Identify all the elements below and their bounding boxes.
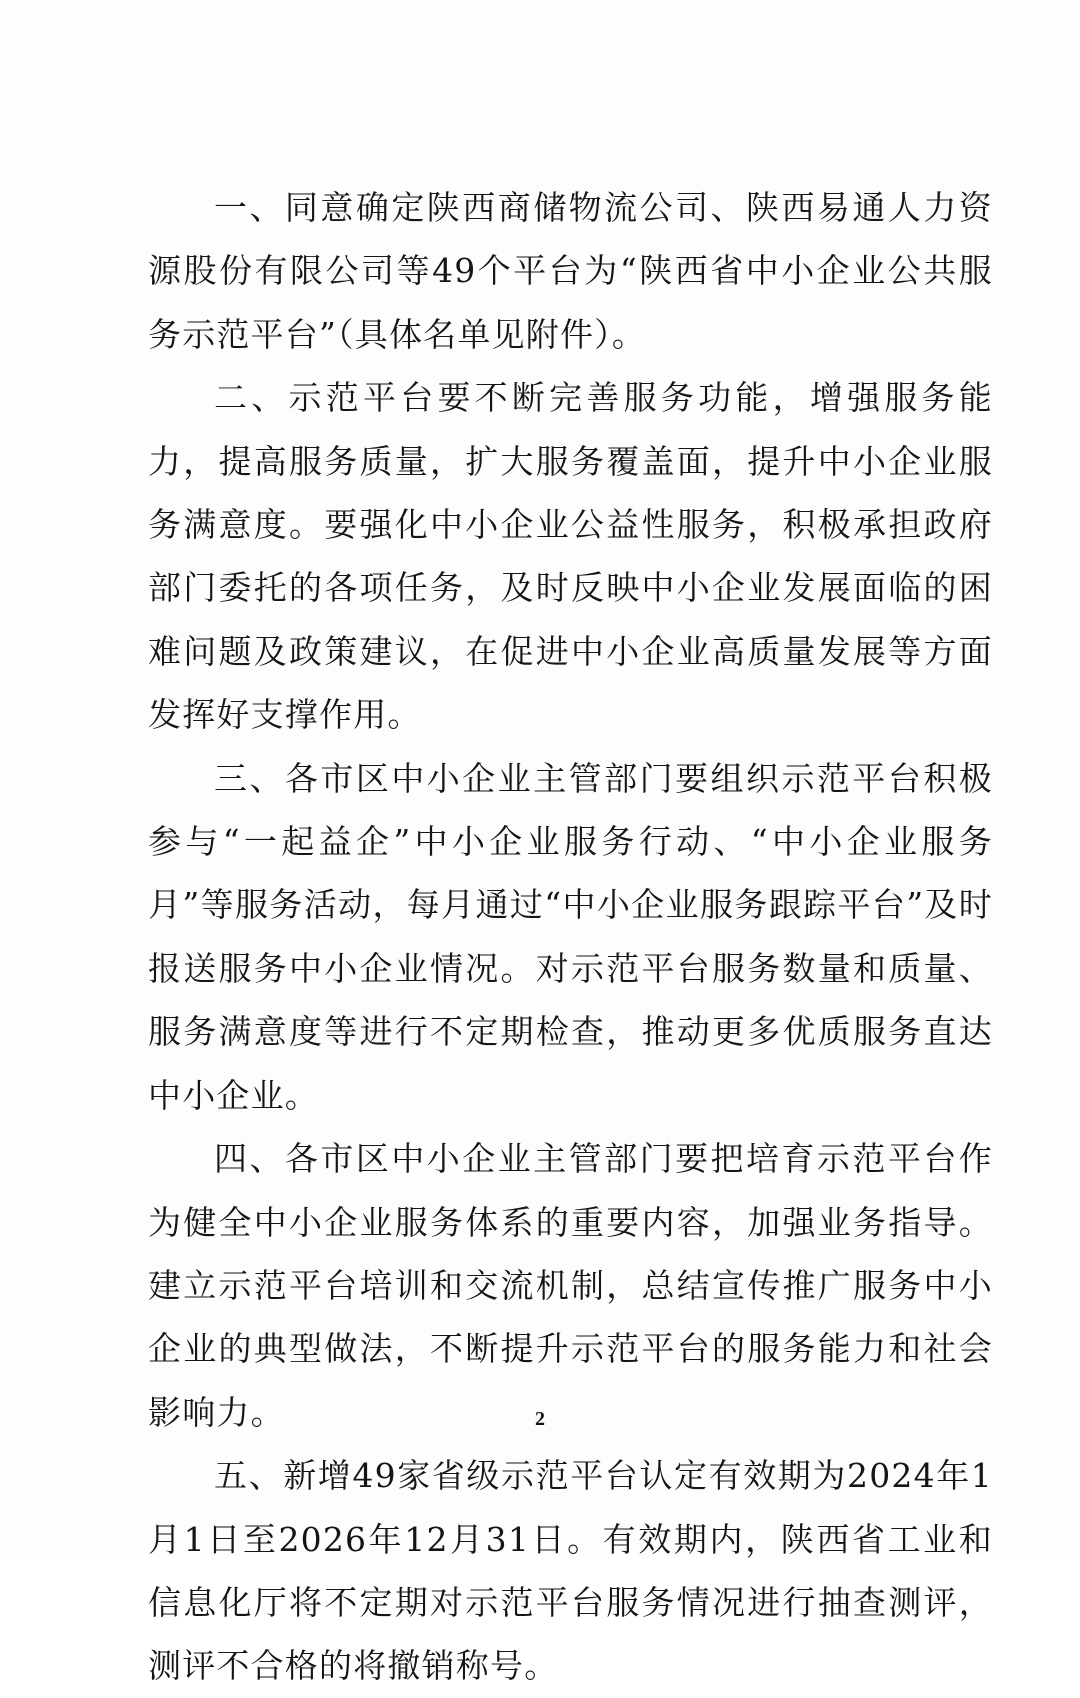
paragraph-4: 四、各市区中小企业主管部门要把培育示范平台作为健全中小企业服务体系的重要内容，加强业务指导。建立示范平台培训和交流机制，总结宣传推广服务中小企业的典型做法，不断提升示范平台的服务能力和社会影响力。	[148, 1139, 993, 1432]
paragraph-3: 三、各市区中小企业主管部门要组织示范平台积极参与“一起益企”中小企业服务行动、“中小企业服务月”等服务活动，每月通过“中小企业服务跟踪平台”及时报送服务中小企业情况。对示范平台服务数量和质量、服务满意度等进行不定期检查，推动更多优质服务直达中小企业。	[148, 758, 993, 1115]
document-body	[148, 176, 993, 1698]
paragraph-5: 五、新增49家省级示范平台认定有效期为2024年1月1日至2026年12月31日。有效期内，陕西省工业和信息化厅将不定期对示范平台服务情况进行抽查测评，测评不合格的将撤销称号。	[148, 1456, 993, 1686]
paragraph-1: 一、同意确定陕西商储物流公司、陕西易通人力资源股份有限公司等49个平台为“陕西省中小企业公共服务示范平台”（具体名单见附件）。	[148, 188, 993, 354]
paragraph-2: 二、示范平台要不断完善服务功能，增强服务能力，提高服务质量，扩大服务覆盖面，提升中小企业服务满意度。要强化中小企业公益性服务，积极承担政府部门委托的各项任务，及时反映中小企业发展面临的困难问题及政策建议，在促进中小企业高质量发展等方面发挥好支撑作用。	[148, 378, 993, 735]
page-number: 2	[535, 1408, 545, 1430]
